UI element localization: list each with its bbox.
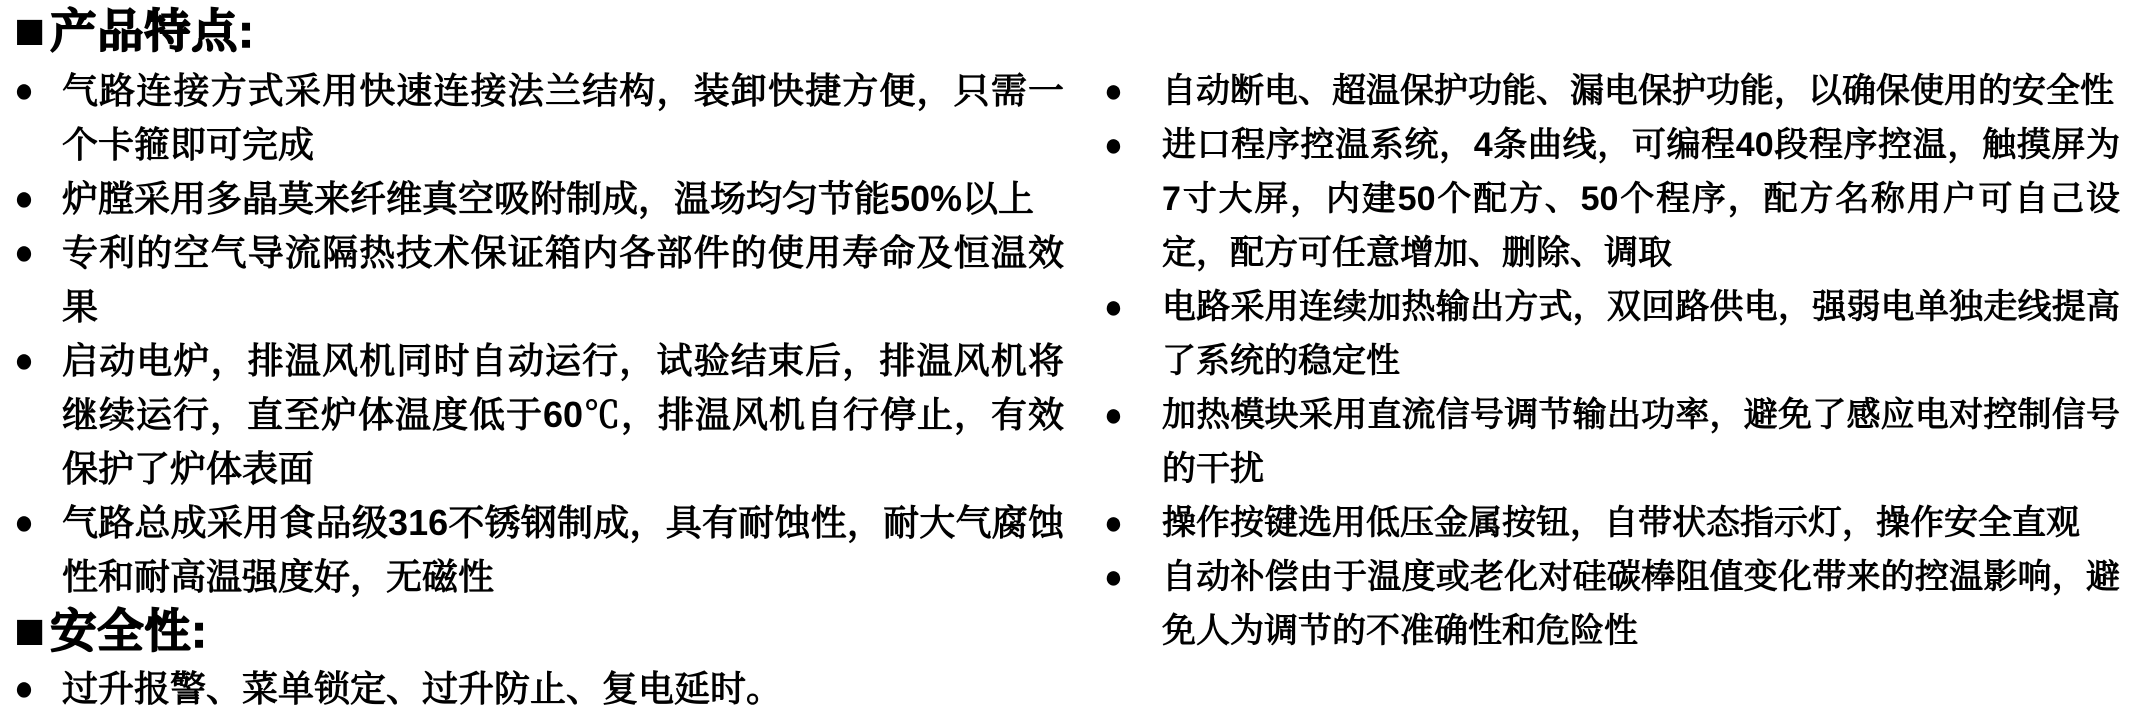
bullet-dot-icon: ● (14, 178, 34, 219)
bullet-text: 操作按键选用低压金属按钮，自带状态指示灯，操作安全直观 (1162, 504, 2080, 542)
bullet-text: 启动电炉，排温风机同时自动运行，试验结束后，排温风机将继续运行，直至炉体温度低于60℃，排温风机自行停止，有效保护了炉体表面 (62, 340, 1064, 489)
bullet-dot-icon: ● (14, 340, 34, 381)
feature-bullet (1104, 550, 2120, 658)
feature-bullet (14, 496, 1068, 604)
bullet-text: 过升报警、菜单锁定、过升防止、复电延时。 (62, 668, 783, 709)
feature-bullet (14, 64, 1068, 172)
safety-bullet (14, 662, 1068, 716)
feature-bullet (14, 334, 1068, 496)
feature-bullet (1104, 280, 2120, 388)
bullet-text: 气路连接方式采用快速连接法兰结构，装卸快捷方便，只需一个卡箍即可完成 (62, 70, 1064, 165)
bullet-text: 自动断电、超温保护功能、漏电保护功能，以确保使用的安全性 (1162, 72, 2114, 110)
bullet-dot-icon: ● (14, 502, 34, 543)
bullet-text: 专利的空气导流隔热技术保证箱内各部件的使用寿命及恒温效果 (62, 232, 1064, 327)
feature-bullet (1104, 64, 2120, 118)
bullet-dot-icon: ● (1104, 557, 1123, 596)
feature-bullet (14, 172, 1068, 226)
feature-bullet (1104, 118, 2120, 280)
bullet-text: 炉膛采用多晶莫来纤维真空吸附制成，温场均匀节能50%以上 (62, 178, 1035, 219)
black-square-icon: ■ (14, 2, 47, 60)
black-square-icon: ■ (14, 602, 47, 660)
bullet-dot-icon: ● (1104, 395, 1123, 434)
bullet-dot-icon: ● (14, 232, 34, 273)
section-heading-features (14, 4, 1068, 58)
features-list-right (1104, 64, 2120, 658)
bullet-dot-icon: ● (1104, 125, 1123, 164)
features-list-left (14, 64, 1068, 604)
bullet-text: 电路采用连续加热输出方式，双回路供电，强弱电单独走线提高了系统的稳定性 (1162, 288, 2120, 380)
bullet-dot-icon: ● (1104, 71, 1123, 110)
bullet-text: 加热模块采用直流信号调节输出功率，避免了感应电对控制信号的干扰 (1162, 396, 2120, 488)
bullet-dot-icon: ● (14, 70, 34, 111)
safety-list (14, 662, 1068, 716)
feature-bullet (1104, 496, 2120, 550)
section-title-features: 产品特点: (50, 5, 255, 57)
bullet-text: 自动补偿由于温度或老化对硅碳棒阻值变化带来的控温影响，避免人为调节的不准确性和危险性 (1162, 558, 2120, 650)
section-heading-safety (14, 604, 1068, 658)
bullet-text: 气路总成采用食品级316不锈钢制成，具有耐蚀性，耐大气腐蚀性和耐高温强度好，无磁性 (62, 502, 1064, 597)
feature-bullet (14, 226, 1068, 334)
bullet-text: 进口程序控温系统，4条曲线，可编程40段程序控温，触摸屏为7寸大屏，内建50个配方、50个程序，配方名称用户可自己设定，配方可任意增加、删除、调取 (1162, 126, 2120, 272)
right-column (1104, 0, 2120, 658)
left-column (14, 0, 1068, 716)
bullet-dot-icon: ● (1104, 287, 1123, 326)
bullet-dot-icon: ● (1104, 503, 1123, 542)
section-title-safety: 安全性: (50, 605, 208, 657)
bullet-dot-icon: ● (14, 668, 34, 709)
feature-bullet (1104, 388, 2120, 496)
